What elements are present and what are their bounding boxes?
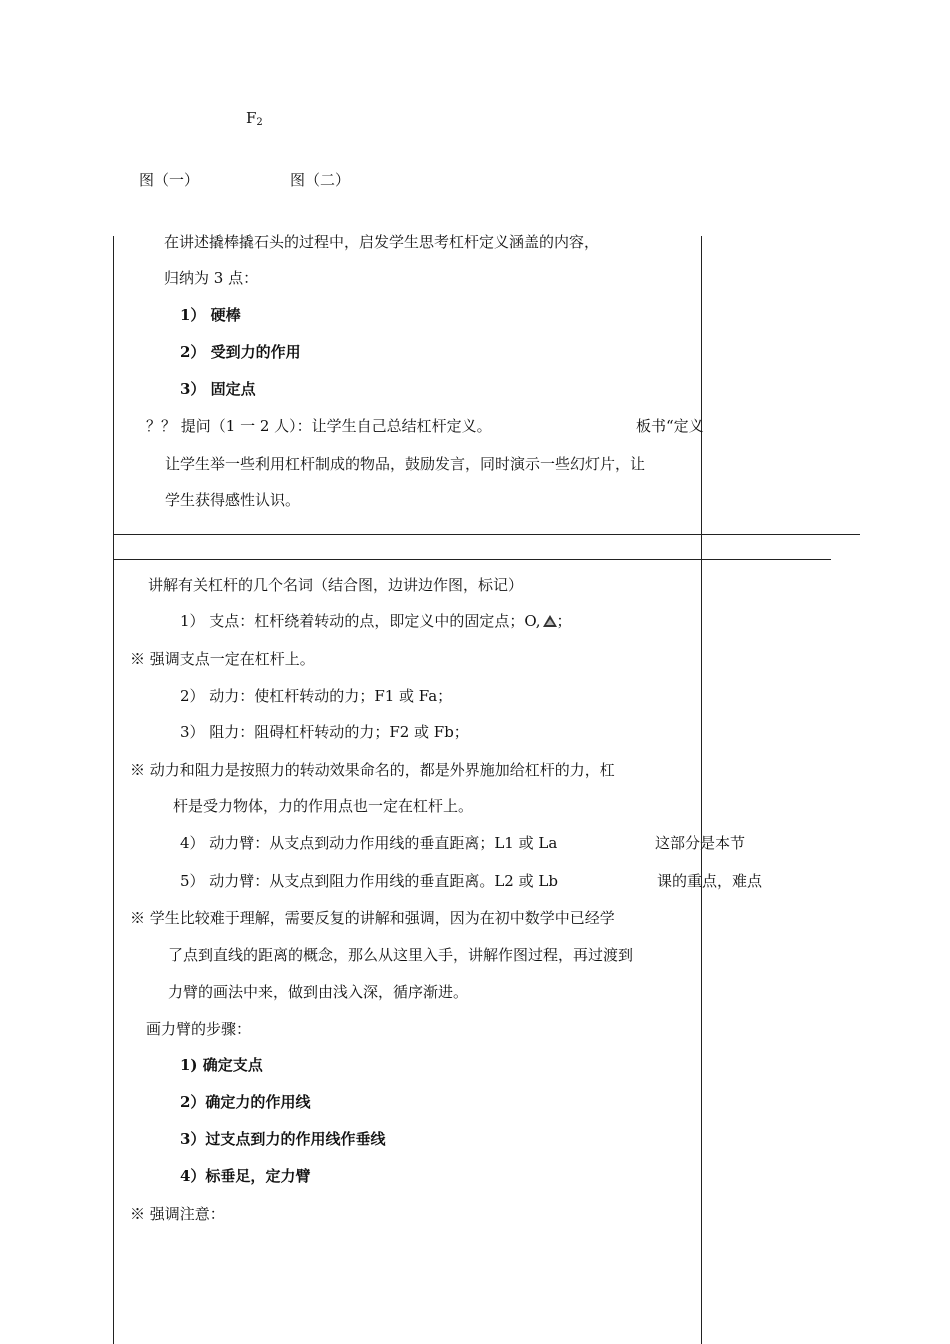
note-attention: ※ 强调注意： bbox=[130, 1205, 225, 1223]
table-row-divider-2 bbox=[113, 559, 831, 560]
examples-line2: 学生获得感性认识。 bbox=[165, 491, 301, 509]
term-fulcrum-end: ； bbox=[556, 612, 572, 630]
terms-intro: 讲解有关杠杆的几个名词（结合图，边讲边作图，标记） bbox=[148, 576, 524, 594]
blackboard-note: 板书“定义 bbox=[636, 417, 704, 435]
steps-title: 画力臂的步骤： bbox=[146, 1020, 252, 1038]
section1-line1: 在讲述撬棒撬石头的过程中，启发学生思考杠杆定义涵盖的内容， bbox=[164, 233, 600, 251]
definition-point-3: 3） 固定点 bbox=[180, 380, 256, 398]
note-arm-line3: 力臂的画法中来，做到由浅入深，循序渐进。 bbox=[168, 983, 469, 1001]
definition-point-1: 1） 硬棒 bbox=[180, 306, 241, 324]
definition-point-2: 2） 受到力的作用 bbox=[180, 343, 301, 361]
term-resistance: 3） 阻力：阻碍杠杆转动的力；F2 或 Fb； bbox=[180, 723, 469, 741]
note-arm-line2: 了点到直线的距离的概念，那么从这里入手，讲解作图过程，再过渡到 bbox=[168, 946, 634, 964]
f2-subscript: 2 bbox=[256, 117, 263, 128]
term-effort: 2） 动力：使杠杆转动的力；F1 或 Fa； bbox=[180, 687, 453, 705]
note-arm-line1: ※ 学生比较难于理解，需要反复的讲解和强调，因为在初中数学中已经学 bbox=[130, 909, 615, 927]
step-3: 3）过支点到力的作用线作垂线 bbox=[180, 1130, 386, 1148]
side-note-key-part: 这部分是本节 bbox=[655, 834, 746, 852]
term-resistance-arm: 5） 动力臂：从支点到阻力作用线的垂直距离。L2 或 Lb bbox=[180, 872, 558, 890]
step-2: 2）确定力的作用线 bbox=[180, 1093, 311, 1111]
question-line: ？？ 提问（1 一 2 人）：让学生自己总结杠杆定义。 bbox=[146, 417, 492, 435]
side-note-difficulty: 课的重点，难点 bbox=[657, 872, 763, 890]
table-row-divider-1 bbox=[113, 534, 860, 535]
term-effort-arm: 4） 动力臂：从支点到动力作用线的垂直距离；L1 或 La bbox=[180, 834, 558, 852]
term-fulcrum-text: 1） 支点：杠杆绕着转动的点，即定义中的固定点；O, bbox=[180, 612, 541, 630]
fulcrum-triangle-icon bbox=[543, 615, 557, 627]
step-4: 4）标垂足，定力臂 bbox=[180, 1167, 311, 1185]
note-fulcrum: ※ 强调支点一定在杠杆上。 bbox=[130, 650, 315, 668]
table-column-divider bbox=[701, 236, 702, 1344]
figure-1-caption: 图（一） bbox=[139, 171, 200, 189]
term-fulcrum bbox=[180, 611, 572, 631]
examples-line1: 让学生举一些利用杠杆制成的物品，鼓励发言，同时演示一些幻灯片，让 bbox=[165, 455, 646, 473]
step-1: 1) 确定支点 bbox=[180, 1056, 263, 1074]
force-label-f2 bbox=[246, 108, 263, 133]
f2-base: F bbox=[246, 109, 257, 127]
note-forces-line2: 杆是受力物体，力的作用点也一定在杠杆上。 bbox=[173, 797, 474, 815]
note-forces-line1: ※ 动力和阻力是按照力的转动效果命名的，都是外界施加给杠杆的力，杠 bbox=[130, 761, 615, 779]
figure-2-caption: 图（二） bbox=[290, 171, 351, 189]
section1-line2: 归纳为 3 点： bbox=[164, 269, 259, 287]
table-left-border bbox=[113, 236, 114, 1344]
